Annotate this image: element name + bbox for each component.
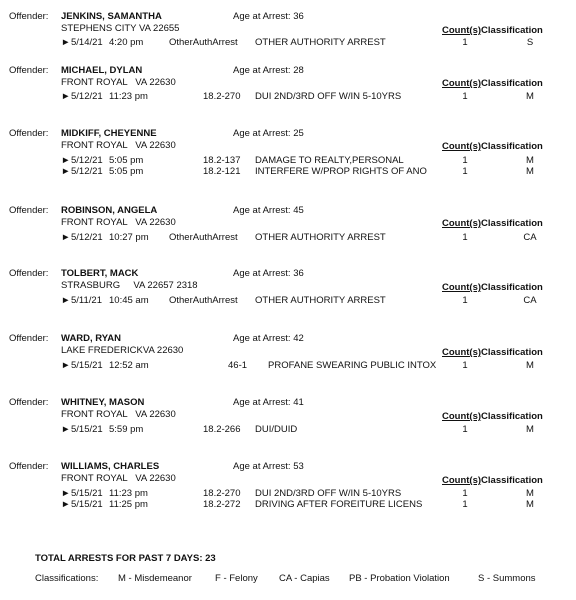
legend-item: CA - Capias [279, 573, 330, 584]
charge-row: ► 5/12/21 11:23 pm 18.2-270 DUI 2ND/3RD OFF W/IN 5-10YRS 1 M [61, 91, 534, 102]
classification-header: Classification [481, 78, 543, 89]
offender-address: FRONT ROYAL VA 22630 [61, 77, 176, 88]
count-header: Count(s) [442, 411, 482, 422]
charge-row: ► 5/15/21 11:23 pm 18.2-270 DUI 2ND/3RD OFF W/IN 5-10YRS 1 M [61, 488, 534, 499]
offender-name: JENKINS, SAMANTHA [61, 11, 162, 22]
offender-label: Offender: [9, 397, 49, 408]
count-header: Count(s) [442, 78, 482, 89]
charge-row: ► 5/12/21 10:27 pm OtherAuthArrest OTHER AUTHORITY ARREST 1 CA [61, 232, 537, 243]
charge-table-header [442, 218, 543, 229]
charge-table-header [442, 282, 543, 293]
age-at-arrest: Age at Arrest: 28 [233, 65, 304, 76]
legend-label: Classifications: [35, 573, 99, 584]
classification-header: Classification [481, 218, 543, 229]
charge-table-header [442, 411, 543, 422]
age-at-arrest: Age at Arrest: 36 [233, 268, 304, 279]
offender-label: Offender: [9, 268, 49, 279]
arrow-icon: ► [61, 360, 71, 371]
classification-header: Classification [481, 282, 543, 293]
arrow-icon: ► [61, 295, 71, 306]
offender-name: WHITNEY, MASON [61, 397, 145, 408]
arrow-icon: ► [61, 155, 71, 166]
legend-item: PB - Probation Violation [349, 573, 450, 584]
arrow-icon: ► [61, 424, 71, 435]
offender-address: LAKE FREDERICKVA 22630 [61, 345, 184, 356]
count-header: Count(s) [442, 475, 482, 486]
arrow-icon: ► [61, 232, 71, 243]
offender-address: FRONT ROYAL VA 22630 [61, 217, 176, 228]
classification-legend [35, 573, 575, 585]
offender-name: ROBINSON, ANGELA [61, 205, 158, 216]
charge-table-header [442, 347, 543, 358]
classification-header: Classification [481, 347, 543, 358]
offender-label: Offender: [9, 205, 49, 216]
classification-header: Classification [481, 141, 543, 152]
count-header: Count(s) [442, 347, 482, 358]
legend-item: M - Misdemeanor [118, 573, 192, 584]
offender-label: Offender: [9, 333, 49, 344]
classification-header: Classification [481, 475, 543, 486]
count-header: Count(s) [442, 218, 482, 229]
arrow-icon: ► [61, 166, 71, 177]
count-header: Count(s) [442, 141, 482, 152]
classification-header: Classification [481, 411, 543, 422]
offender-name: TOLBERT, MACK [61, 268, 139, 279]
age-at-arrest: Age at Arrest: 36 [233, 11, 304, 22]
arrow-icon: ► [61, 91, 71, 102]
legend-item: F - Felony [215, 573, 258, 584]
charge-row: ► 5/15/21 11:25 pm 18.2-272 DRIVING AFTER FOREITURE LICENS 1 M [61, 499, 534, 510]
count-header: Count(s) [442, 282, 482, 293]
offender-name: MIDKIFF, CHEYENNE [61, 128, 157, 139]
age-at-arrest: Age at Arrest: 45 [233, 205, 304, 216]
offender-address: FRONT ROYAL VA 22630 [61, 140, 176, 151]
offender-label: Offender: [9, 461, 49, 472]
charge-row: ► 5/11/21 10:45 am OtherAuthArrest OTHER AUTHORITY ARREST 1 CA [61, 295, 537, 306]
arrow-icon: ► [61, 37, 71, 48]
offender-label: Offender: [9, 11, 49, 22]
offender-name: WILLIAMS, CHARLES [61, 461, 160, 472]
offender-name: WARD, RYAN [61, 333, 121, 344]
charge-row: ► 5/15/21 12:52 am 46-1 PROFANE SWEARING PUBLIC INTOX 1 M [61, 360, 534, 371]
charge-table-header [442, 78, 543, 89]
arrow-icon: ► [61, 499, 71, 510]
offender-address: STEPHENS CITY VA 22655 [61, 23, 180, 34]
charge-row: ► 5/12/21 5:05 pm 18.2-137 DAMAGE TO REALTY,PERSONAL 1 M [61, 155, 534, 166]
charge-table-header [442, 25, 543, 36]
charge-row: ► 5/14/21 4:20 pm OtherAuthArrest OTHER AUTHORITY ARREST 1 S [61, 37, 534, 48]
arrow-icon: ► [61, 488, 71, 499]
offender-address: STRASBURG VA 22657 2318 [61, 280, 198, 291]
total-arrests: TOTAL ARRESTS FOR PAST 7 DAYS: 23 [35, 553, 216, 564]
offender-address: FRONT ROYAL VA 22630 [61, 409, 176, 420]
offender-name: MICHAEL, DYLAN [61, 65, 143, 76]
charge-table-header [442, 141, 543, 152]
charge-row: ► 5/15/21 5:59 pm 18.2-266 DUI/DUID 1 M [61, 424, 534, 435]
legend-item: S - Summons [478, 573, 536, 584]
classification-header: Classification [481, 25, 543, 36]
age-at-arrest: Age at Arrest: 42 [233, 333, 304, 344]
offender-label: Offender: [9, 65, 49, 76]
age-at-arrest: Age at Arrest: 53 [233, 461, 304, 472]
count-header: Count(s) [442, 25, 482, 36]
offender-label: Offender: [9, 128, 49, 139]
age-at-arrest: Age at Arrest: 25 [233, 128, 304, 139]
charge-row: ► 5/12/21 5:05 pm 18.2-121 INTERFERE W/PROP RIGHTS OF ANO 1 M [61, 166, 534, 177]
offender-address: FRONT ROYAL VA 22630 [61, 473, 176, 484]
charge-table-header [442, 475, 543, 486]
age-at-arrest: Age at Arrest: 41 [233, 397, 304, 408]
